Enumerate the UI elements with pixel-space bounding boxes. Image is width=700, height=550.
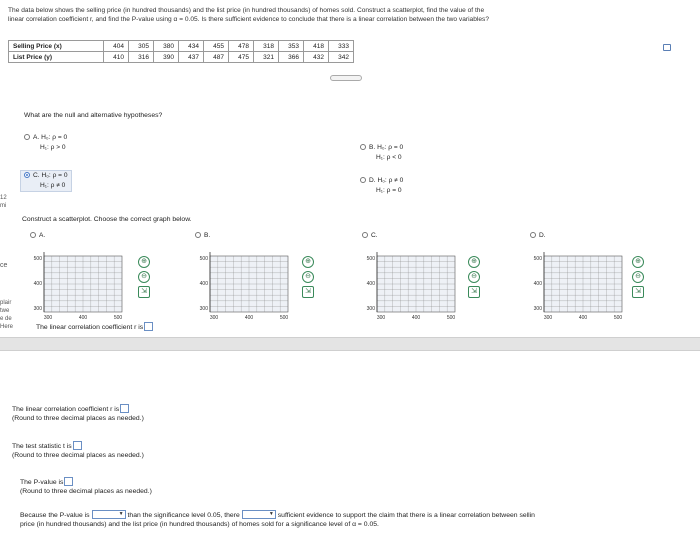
x-tick-label: 500 (446, 315, 456, 321)
graph-option-b[interactable]: B. (195, 232, 210, 239)
table-cell: 478 (229, 41, 254, 52)
y-tick-label: 500 (33, 256, 42, 262)
r-answer-input[interactable] (120, 404, 129, 413)
evidence-dropdown[interactable] (242, 510, 276, 519)
scatterplot-d-svg (522, 250, 632, 328)
table-cell: 437 (179, 52, 204, 63)
zoom-controls-b (302, 256, 316, 301)
hypothesis-option-b[interactable]: B. H₀: ρ = 0 H₁: ρ < 0 (360, 143, 403, 163)
y-tick-label: 400 (366, 281, 375, 287)
scatterplot-a-svg (22, 250, 132, 328)
x-tick-label: 300 (543, 315, 553, 321)
y-tick-label: 500 (533, 256, 542, 262)
r-prompt-top: The linear correlation coefficient r is (36, 322, 153, 331)
y-tick-label: 300 (533, 306, 542, 312)
row-label-list-price: List Price (y) (9, 52, 104, 63)
hypotheses-question: What are the null and alternative hypotheses? (24, 112, 163, 119)
zoom-out-icon[interactable]: ⊖ (302, 271, 314, 283)
radio-button-selected[interactable] (24, 172, 30, 178)
r-answer-input[interactable] (144, 322, 153, 331)
question-panel-bottom (0, 350, 700, 550)
problem-line-2: linear correlation coefficient r, and find the P-value using α = 0.05. Is there sufficient evidence to conclude that there is a linear correlation between the two variables? (8, 16, 489, 23)
table-cell: 321 (254, 52, 279, 63)
radio-button[interactable] (360, 144, 366, 150)
radio-button[interactable] (360, 177, 366, 183)
x-tick-label: 500 (279, 315, 289, 321)
table-cell: 418 (304, 41, 329, 52)
y-tick-label: 500 (366, 256, 375, 262)
radio-button[interactable] (24, 134, 30, 140)
table-cell: 366 (279, 52, 304, 63)
table-cell: 342 (329, 52, 354, 63)
x-tick-label: 500 (613, 315, 623, 321)
expand-handle[interactable] (330, 75, 362, 81)
graph-option-d[interactable]: D. (530, 232, 546, 239)
expand-icon[interactable]: ⇲ (138, 286, 150, 298)
t-answer-input[interactable] (73, 441, 82, 450)
expand-icon[interactable]: ⇲ (302, 286, 314, 298)
table-cell: 353 (279, 41, 304, 52)
y-tick-label: 400 (199, 281, 208, 287)
scatterplot-a (22, 250, 132, 328)
cropped-text: Here (0, 324, 14, 330)
t-question: The test statistic t is (Round to three decimal places as needed.) (12, 443, 144, 459)
zoom-out-icon[interactable]: ⊖ (468, 271, 480, 283)
x-tick-label: 300 (43, 315, 53, 321)
scatterplot-b-svg (188, 250, 298, 328)
cropped-text: twe (0, 308, 10, 314)
zoom-controls-a (138, 256, 152, 301)
y-tick-label: 300 (199, 306, 208, 312)
radio-button[interactable] (362, 232, 368, 238)
radio-button[interactable] (195, 232, 201, 238)
y-tick-label: 400 (533, 281, 542, 287)
zoom-in-icon[interactable]: ⊕ (468, 256, 480, 268)
graph-option-a[interactable]: A. (30, 232, 45, 239)
table-cell: 318 (254, 41, 279, 52)
hypothesis-option-d[interactable]: D. H₀: ρ ≠ 0 H₁: ρ = 0 (360, 176, 403, 196)
graph-option-c[interactable]: C. (362, 232, 378, 239)
problem-line-1: The data below shows the selling price (in hundred thousands) and the list price (in hundred thousands) of homes sold. Construct a scatterplot, find the value of the (8, 7, 485, 14)
zoom-out-icon[interactable]: ⊖ (138, 271, 150, 283)
comparison-dropdown[interactable] (92, 510, 126, 519)
table-cell: 316 (129, 52, 154, 63)
zoom-in-icon[interactable]: ⊕ (302, 256, 314, 268)
table-row (9, 52, 354, 63)
zoom-controls-d (632, 256, 646, 301)
copy-table-icon[interactable] (663, 44, 671, 51)
radio-button[interactable] (30, 232, 36, 238)
table-cell: 434 (179, 41, 204, 52)
problem-statement (8, 6, 698, 24)
x-tick-label: 500 (113, 315, 123, 321)
y-tick-label: 300 (33, 306, 42, 312)
scatterplot-c-svg (355, 250, 465, 328)
table-cell: 333 (329, 41, 354, 52)
x-tick-label: 400 (411, 315, 421, 321)
table-cell: 390 (154, 52, 179, 63)
conclusion-sentence: Because the P-value is▼ than the significance level 0.05, there▼ sufficient evidence to support the claim that there is a linear correlation between sellin price (in hundred thousands) and the list price (in hundred thousands) of homes sold for a significance level of α = 0.05. (20, 510, 700, 529)
table-cell: 404 (104, 41, 129, 52)
radio-button[interactable] (530, 232, 536, 238)
x-tick-label: 300 (209, 315, 219, 321)
cropped-text: plair (0, 300, 12, 306)
table-cell: 455 (204, 41, 229, 52)
y-tick-label: 300 (366, 306, 375, 312)
table-cell: 475 (229, 52, 254, 63)
x-tick-label: 400 (578, 315, 588, 321)
data-table (8, 40, 354, 63)
y-tick-label: 500 (199, 256, 208, 262)
p-question: The P-value is (Round to three decimal places as needed.) (20, 479, 152, 495)
cropped-text: ce (0, 262, 8, 269)
scatterplot-d (522, 250, 632, 328)
scatterplot-c (355, 250, 465, 328)
table-cell: 432 (304, 52, 329, 63)
hypothesis-option-a[interactable]: A. H₀: ρ = 0 H₁: ρ > 0 (24, 133, 67, 153)
zoom-in-icon[interactable]: ⊕ (632, 256, 644, 268)
p-answer-input[interactable] (64, 477, 73, 486)
table-cell: 410 (104, 52, 129, 63)
r-question: The linear correlation coefficient r is (Round to three decimal places as needed.) (12, 406, 144, 422)
panel-gap (0, 338, 700, 350)
row-label-selling-price: Selling Price (x) (9, 41, 104, 52)
x-tick-label: 400 (78, 315, 88, 321)
table-cell: 305 (129, 41, 154, 52)
expand-icon[interactable]: ⇲ (468, 286, 480, 298)
scatter-question: Construct a scatterplot. Choose the correct graph below. (22, 216, 192, 223)
zoom-in-icon[interactable]: ⊕ (138, 256, 150, 268)
hypothesis-option-c[interactable]: C. H₀: ρ = 0 H₁: ρ ≠ 0 (20, 170, 72, 192)
table-cell: 487 (204, 52, 229, 63)
zoom-controls-c (468, 256, 482, 301)
cropped-text: mi (0, 203, 7, 209)
x-tick-label: 300 (376, 315, 386, 321)
x-tick-label: 400 (244, 315, 254, 321)
table-row (9, 41, 354, 52)
zoom-out-icon[interactable]: ⊖ (632, 271, 644, 283)
table-cell: 380 (154, 41, 179, 52)
expand-icon[interactable]: ⇲ (632, 286, 644, 298)
cropped-text: 12 (0, 195, 7, 201)
y-tick-label: 400 (33, 281, 42, 287)
scatterplot-b (188, 250, 298, 328)
cropped-text: e de (0, 316, 12, 322)
